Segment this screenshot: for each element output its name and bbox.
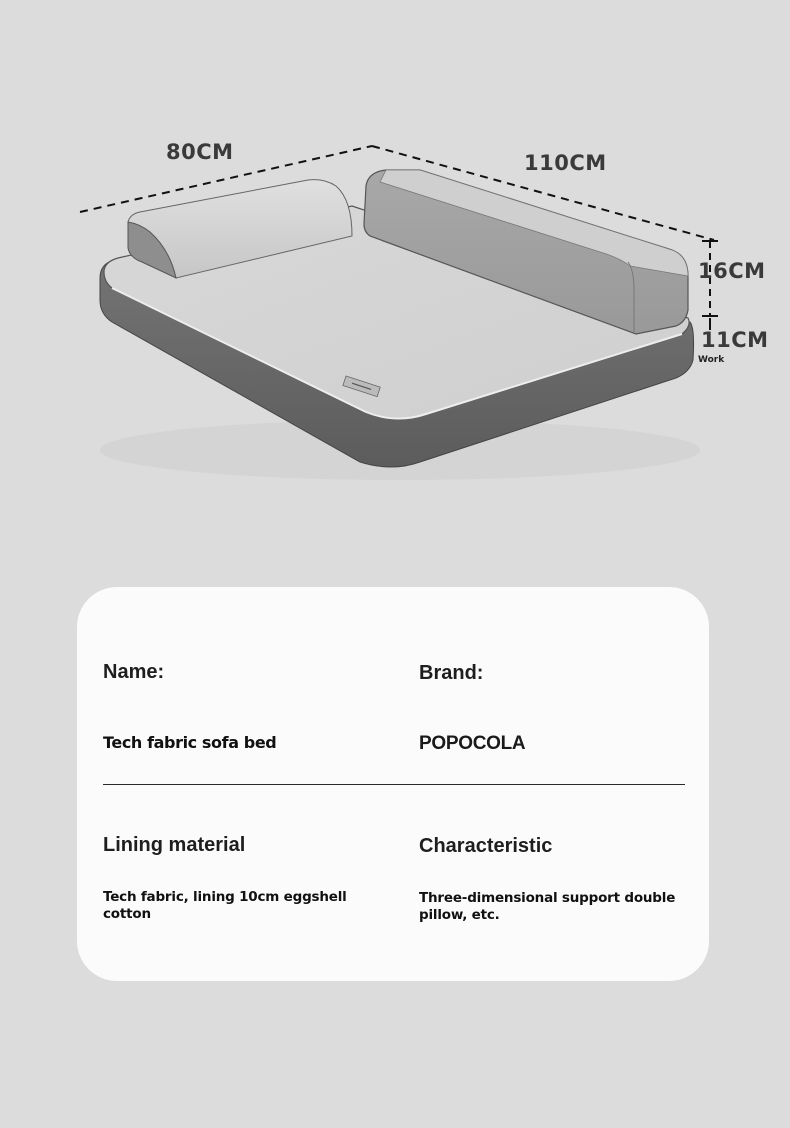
brand-label: Brand:	[419, 662, 484, 684]
characteristic-value-line1: Three-dimensional support double	[419, 890, 676, 906]
lining-material-value	[103, 889, 347, 923]
name-label: Name:	[103, 661, 165, 683]
section-divider	[103, 784, 685, 785]
base-note-label: Work	[698, 355, 725, 365]
base-height-label: 11CM	[701, 328, 769, 352]
backrest-height-label: 16CM	[698, 259, 766, 283]
length-dimension-label: 110CM	[524, 151, 607, 175]
lining-material-value-line1: Tech fabric, lining 10cm eggshell	[103, 889, 347, 905]
characteristic-value-line2: pillow, etc.	[419, 907, 500, 923]
lining-material-value-line2: cotton	[103, 906, 151, 922]
characteristic-label: Characteristic	[419, 835, 553, 857]
name-value: Tech fabric sofa bed	[103, 733, 277, 752]
width-dimension-label: 80CM	[166, 140, 234, 164]
sofa-bed-illustration	[0, 0, 790, 560]
brand-value: POPOCOLA	[419, 733, 526, 754]
lining-material-label: Lining material	[103, 834, 246, 856]
product-info-card	[77, 587, 709, 981]
characteristic-value	[419, 890, 675, 924]
